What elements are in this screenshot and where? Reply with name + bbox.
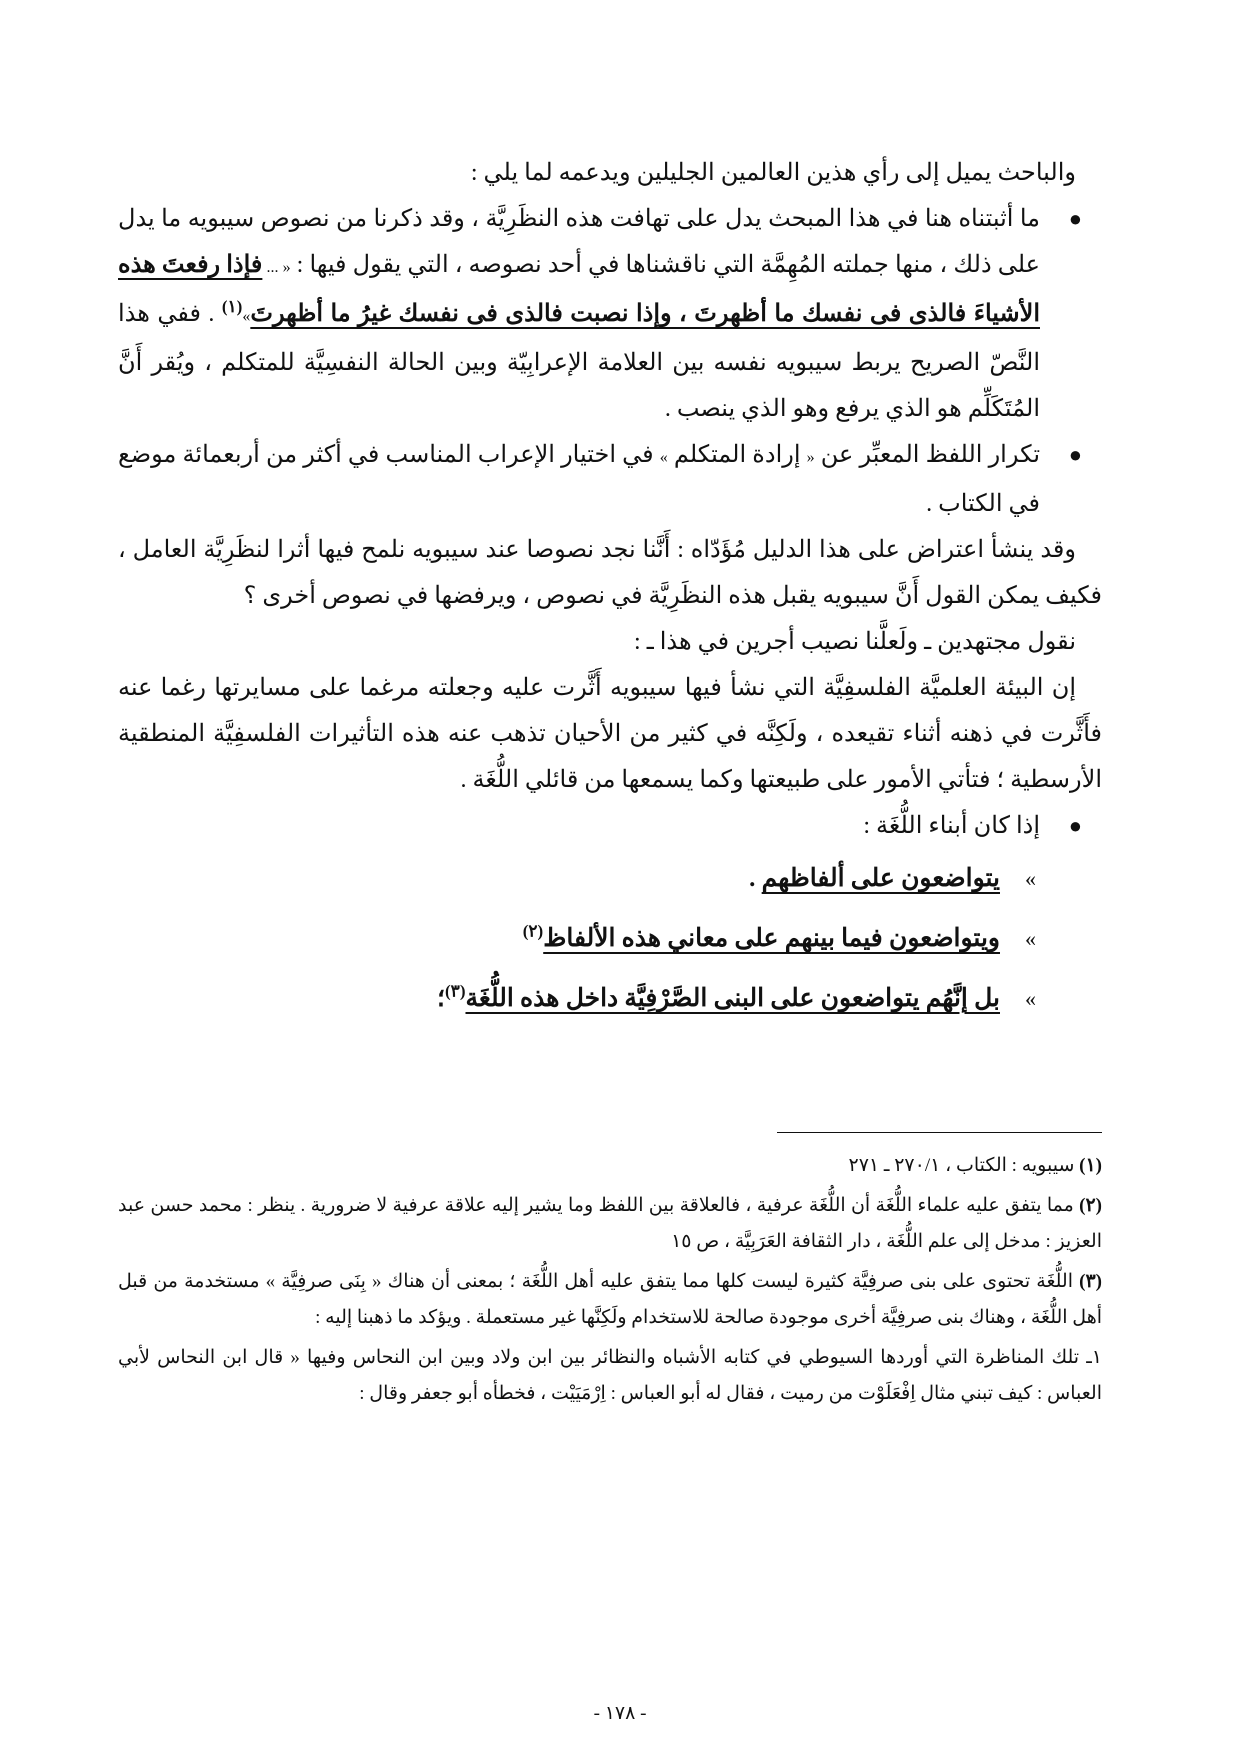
bullet-2-quote-open: « [806, 449, 815, 466]
quote-line-2 [118, 909, 1102, 969]
footnote-ref-1[interactable]: (١) [221, 297, 243, 316]
bullet-1-quote-close: » [242, 308, 251, 325]
quote-line-1 [118, 849, 1102, 909]
objection-paragraph: وقد ينشأ اعتراض على هذا الدليل مُؤَدّاه : أَنَّنا نجد نصوصا عند سيبويه نلمح فيها أثرا لنظَرِيَّة العامل ، فكيف يمكن القول أَنَّ سيبويه يقبل هذه النظَرِيَّة في نصوص ، ويرفضها في نصوص أخرى ؟ [118, 537, 1102, 609]
intro-paragraph: والباحث يميل إلى رأي هذين العالمين الجليلين ويدعمه لما يلي : [470, 160, 1076, 186]
footnote-3-number: (٣) [1079, 1271, 1102, 1292]
footnote-ref-2[interactable]: (٢) [522, 921, 544, 941]
quote-line-1-text: يتواضعون على ألفاظهم [761, 865, 1000, 892]
environment-paragraph: إن البيئة العلميَّة الفلسفِيَّة التي نشأ فيها سيبويه أَثَّرت عليه وجعلته مرغما على مسايرتها رغما عنه فأَثَّرت في ذهنه أثناء تقيعده ، ولَكِنَّه في كثير من الأحيان تذهب عنه هذه التأثيرات الفلسفِيَّة المنطقية الأرسطية ؛ فتأتي الأمور على طبيعتها وكما يسمعها من قائلي اللُّغَة . [118, 675, 1102, 793]
footnote-1 [118, 1148, 1102, 1184]
quote-line-2-text: ويتواضعون فيما بينهم على معاني هذه الألفاظ [543, 925, 1000, 952]
sibawayh-quote: فإذا رفعتَ هذه الأشياءَ فالذى فى نفسك ما أظهرتَ ، وإذا نصبت فالذى فى نفسك غيرُ ما أظهرتَ [118, 252, 1040, 327]
bullet-2-quote-close: » [659, 449, 668, 466]
page-number: - ١٧٨ - [593, 1703, 647, 1724]
quote-marker: » [1025, 866, 1036, 891]
bullet-icon: ● [1068, 442, 1082, 467]
bullet-3-text: إذا كان أبناء اللُّغَة : [863, 813, 1040, 839]
quote-line-3 [118, 969, 1102, 1029]
quote-line-1-end: . [749, 865, 762, 892]
footnote-2 [118, 1188, 1102, 1260]
footnote-3 [118, 1264, 1102, 1336]
footnotes-section [118, 1148, 1102, 1416]
bullet-2-text-a: تكرار اللفظ المعبِّر عن [814, 442, 1040, 468]
quote-line-3-text: بل إنَّهُم يتواضعون على البنى الصَّرْفِيَّة داخل هذه اللُّغَة [465, 985, 1000, 1012]
main-text [118, 150, 1102, 1029]
footnote-1-text: سيبويه : الكتاب ، ٢٧٠/١ ـ ٢٧١ [848, 1155, 1080, 1176]
footnote-1-number: (١) [1079, 1155, 1102, 1176]
bullet-item-3 [118, 803, 1102, 849]
bullet-item-2 [118, 432, 1102, 527]
footnote-3-text: اللُّغَة تحتوى على بنى صرفِيَّة كثيرة ليست كلها مما يتفق عليه أهل اللُّغَة ؛ بمعنى أن هناك « بِنَى صرفِيَّة » مستخدمة من قبل أهل اللُّغَة ، وهناك بنى صرفِيَّة أخرى موجودة صالحة للاستخدام ولَكِنَّها غير مستعملة . ويؤكد ما ذهبنا إليه : [118, 1271, 1102, 1328]
quote-marker: » [1025, 986, 1036, 1011]
answer-intro-paragraph: نقول مجتهدين ـ ولَعلَّنا نصيب أجرين في هذا ـ : [634, 629, 1076, 655]
bullet-icon: ● [1068, 813, 1082, 838]
quote-line-3-end: ؛ [437, 985, 445, 1012]
footnote-2-text: مما يتفق عليه علماء اللُّغَة أن اللُّغَة عرفية ، فالعلاقة بين اللفظ وما يشير إليه علاقة عرفية لا ضرورية . ينظر : محمد حسن عبد العزيز : مدخل إلى علم اللُّغَة ، دار الثقافة العَرَبِيَّة ، ص ١٥ [118, 1195, 1102, 1252]
bullet-icon: ● [1068, 206, 1082, 231]
footnote-ref-3[interactable]: (٣) [445, 981, 466, 1001]
bullet-2-quote: إرادة المتكلم [667, 442, 807, 468]
footnote-2-number: (٢) [1079, 1195, 1102, 1216]
footnote-divider [777, 1132, 1102, 1133]
bullet-item-1 [118, 196, 1102, 432]
bullet-2-text-b: في اختيار الإعراب المناسب في أكثر من أربعمائة موضع في الكتاب . [118, 442, 1040, 517]
quote-marker: » [1025, 926, 1036, 951]
bullet-1-text-b: . ففي هذا النَّصّ الصريح يربط سيبويه نفسه بين العلامة الإعرابِيّة وبين الحالة النفسِيَّة للمتكلم ، ويُقر أَنَّ المُتَكَلِّم هو الذي يرفع وهو الذي ينصب . [118, 301, 1040, 422]
bullet-1-text-a: ما أثبتناه هنا في هذا المبحث يدل على تهافت هذه النظَرِيَّة ، وقد ذكرنا من نصوص سيبويه ما يدل على ذلك ، منها جملته المُهِمَّة التي ناقشناها في أحد نصوصه ، التي يقول فيها : [118, 206, 1040, 278]
footnote-3-continued: ١ـ تلك المناظرة التي أوردها السيوطي في كتابه الأشباه والنظائر بين ابن ولاد وبين ابن النحاس وفيها « قال ابن النحاس لأبي العباس : كيف تبني مثال اِفْعَلَوْت من رميت ، فقال له أبو العباس : اِرْمَيَيْت ، فخطأه أبو جعفر وقال : [118, 1347, 1102, 1404]
bullet-1-quote-open: « ... [262, 259, 291, 276]
